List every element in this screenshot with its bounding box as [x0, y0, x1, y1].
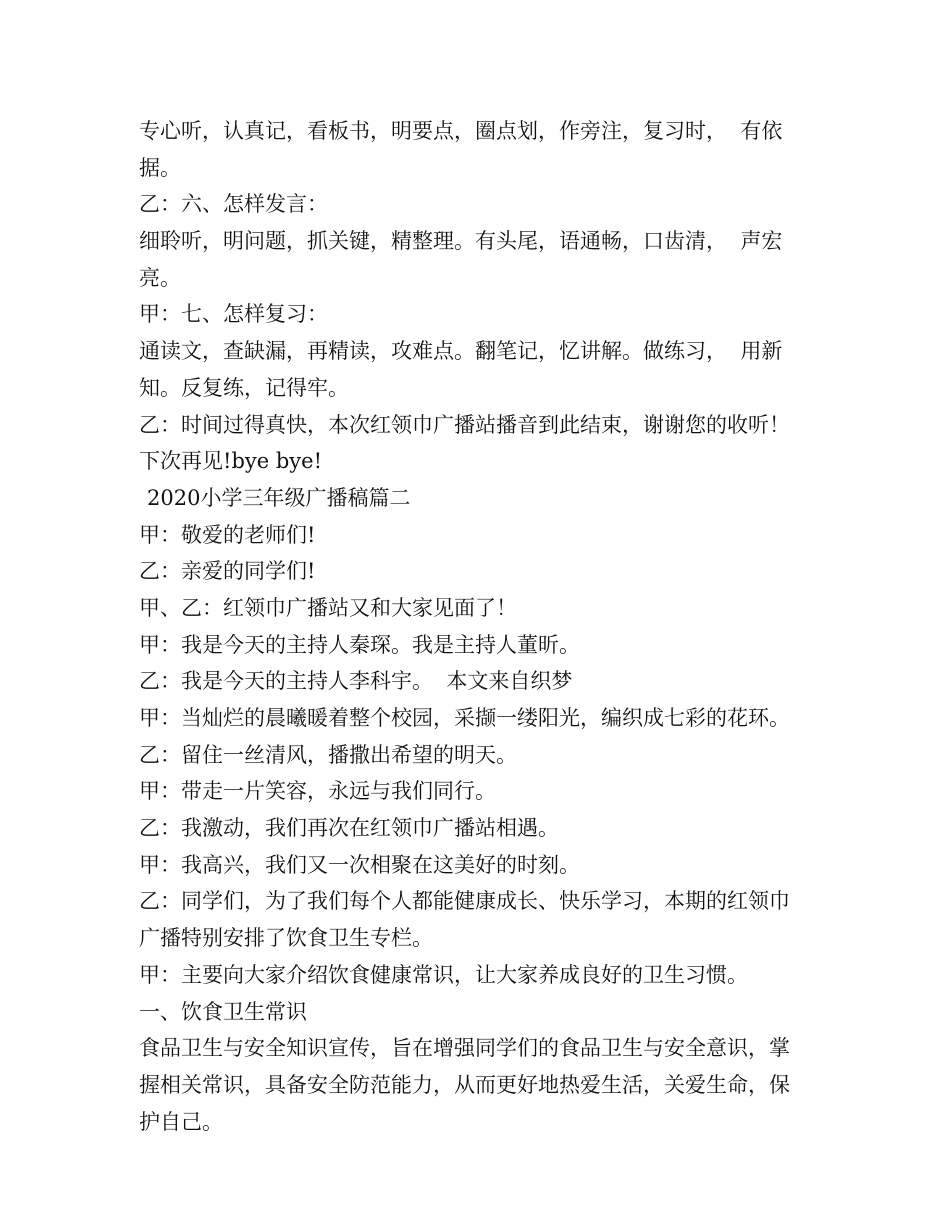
text-line: 乙：我是今天的主持人李科宇。 本文来自织梦 — [139, 669, 573, 694]
text-line: 亮。 — [139, 265, 181, 290]
text-line: 握相关常识，具备安全防范能力，从而更好地热爱生活，关爱生命，保 — [139, 1072, 790, 1097]
text-line: 广播特别安排了饮食卫生专栏。 — [139, 926, 433, 951]
document-body — [139, 113, 815, 1140]
text-line: 甲、乙：红领巾广播站又和大家见面了！ — [139, 595, 517, 620]
text-line: 知。反复练，记得牢。 — [139, 375, 349, 400]
text-line: 通读文，查缺漏，再精读，攻难点。翻笔记，忆讲解。做练习， 用新 — [139, 339, 783, 364]
text-line: 乙：时间过得真快，本次红领巾广播站播音到此结束，谢谢您的收听！ — [139, 412, 790, 437]
text-line: 细聆听，明问题，抓关键，精整理。有头尾，语通畅，口齿清， 声宏 — [139, 229, 783, 254]
text-line: 乙：六、怎样发言： — [139, 192, 328, 217]
text-line: 甲：带走一片笑容，永远与我们同行。 — [139, 779, 496, 804]
text-line: 下次再见!bye bye! — [139, 449, 323, 474]
text-line: 食品卫生与安全知识宣传，旨在增强同学们的食品卫生与安全意识，掌 — [139, 1036, 790, 1061]
text-line: 据。 — [139, 155, 181, 180]
section-heading: 一、饮食卫生常识 — [139, 999, 307, 1024]
text-line: 甲：我是今天的主持人秦琛。我是主持人董昕。 — [139, 632, 580, 657]
text-line: 乙：同学们，为了我们每个人都能健康成长、快乐学习，本期的红领巾 — [139, 889, 790, 914]
section-title: 2020小学三年级广播稿篇二 — [147, 485, 411, 510]
text-line: 护自己。 — [139, 1109, 223, 1134]
text-line: 甲：主要向大家介绍饮食健康常识，让大家养成良好的卫生习惯。 — [139, 962, 748, 987]
text-line: 甲：七、怎样复习： — [139, 302, 328, 327]
text-line: 专心听，认真记，看板书，明要点，圈点划，作旁注，复习时， 有依 — [139, 119, 783, 143]
text-line: 甲：我高兴，我们又一次相聚在这美好的时刻。 — [139, 852, 580, 877]
text-line: 乙：亲爱的同学们! — [139, 559, 316, 584]
text-line: 甲：敬爱的老师们! — [139, 522, 316, 547]
text-line: 乙：我激动，我们再次在红领巾广播站相遇。 — [139, 816, 559, 841]
text-line: 乙：留住一丝清风，播撒出希望的明天。 — [139, 742, 517, 767]
text-line: 甲：当灿烂的晨曦暖着整个校园，采撷一缕阳光，编织成七彩的花环。 — [139, 706, 790, 730]
